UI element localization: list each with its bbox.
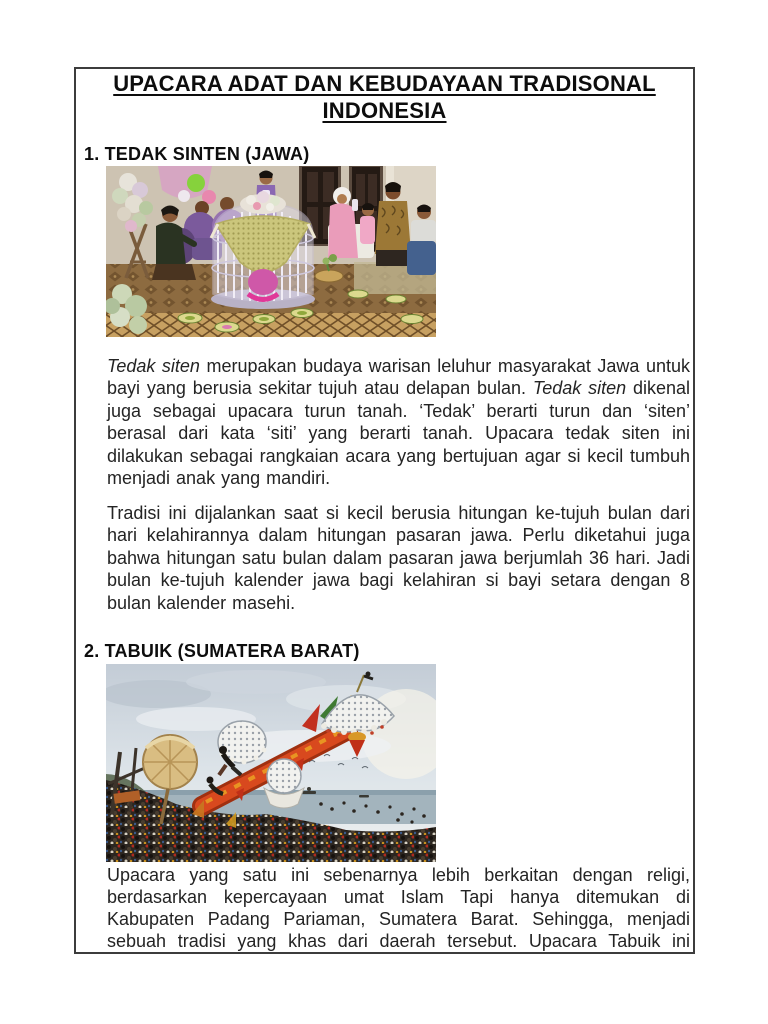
paragraph-tabuik-1: Upacara yang satu ini sebenarnya lebih berkaitan dengan religi, berdasarkan kepercayaan umat Islam Tapi hanya ditemukan di Kabupaten Padang Pariaman, Sumatera Barat. Sehingga, menjadi sebuah tradisi yang khas dari daerah tersebut. Upacara Tabuik ini (107, 865, 690, 951)
tabuik-sphere (264, 759, 304, 808)
tabuik-photo (106, 664, 436, 862)
green-balloon (187, 174, 205, 192)
paragraph-tedak-siten-1: Tedak siten merupakan budaya warisan leluhur masyarakat Jawa untuk bayi yang berusia sekitar tujuh atau delapan bulan. Tedak siten dikenal juga sebagai upacara turun tanah. ‘Tedak’ berarti turun dan ‘siten’ berasal dari kata ‘siti’ yang berarti tanah. Upacara tedak siten ini dilakukan sebagai rangkaian acara yang bertujuan agar si kecil tumbuh menjadi anak yang mandiri. (107, 356, 690, 489)
section-1-heading: 1. TEDAK SINTEN (JAWA) (84, 144, 310, 164)
document-title: UPACARA ADAT DAN KEBUDAYAAN TRADISONAL INDONESIA (113, 71, 656, 123)
tedak-siten-photo (106, 166, 436, 337)
paragraph-tedak-siten-2: Tradisi ini dijalankan saat si kecil berusia hitungan ke-tujuh bulan dari hari kelahirannya dalam hitungan pasaran jawa. Perlu diketahui juga bahwa hitungan satu bulan dalam pasaran jawa berjumlah 36 hari. Jadi bulan ke-tujuh kalender jawa bagi kelahiran si bayi setara dengan 8 bulan kalender masehi. (107, 503, 690, 613)
section-2-heading: 2. TABUIK (SUMATERA BARAT) (84, 641, 360, 661)
